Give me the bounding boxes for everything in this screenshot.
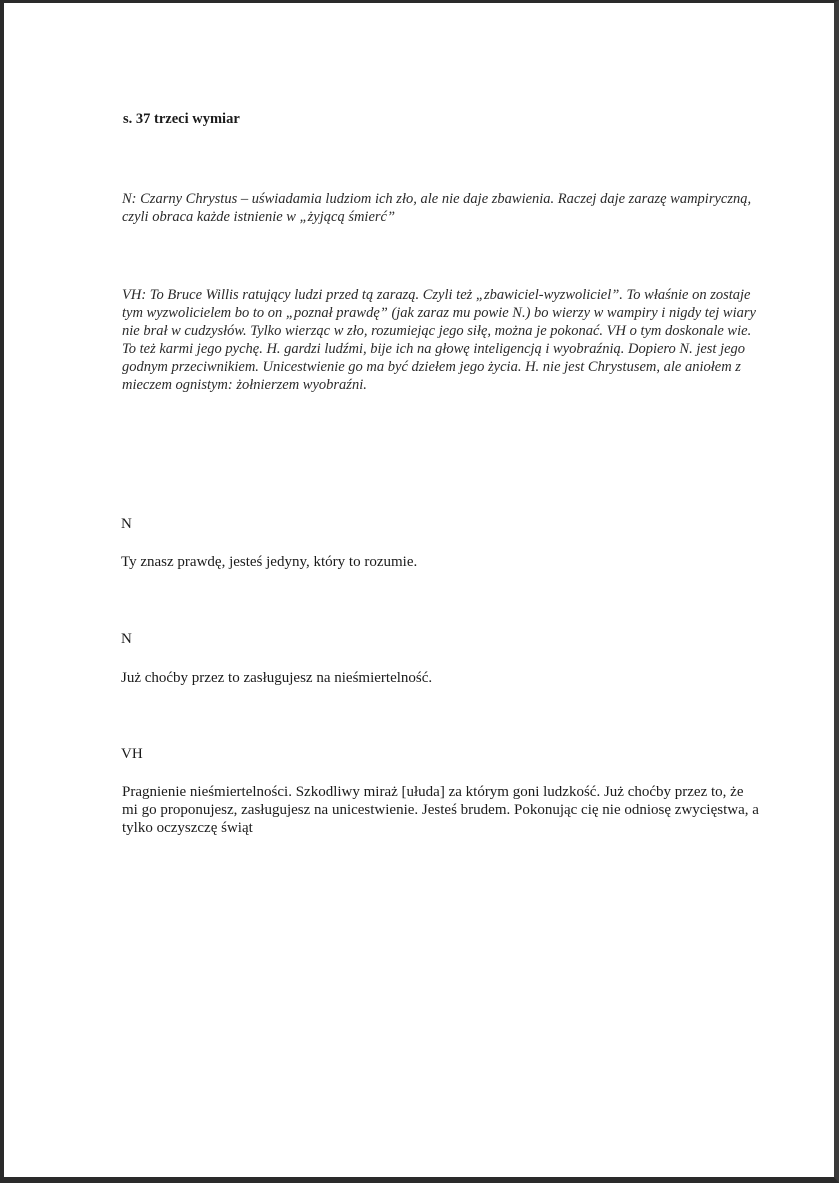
speaker-label-n-1: N	[121, 516, 132, 532]
note-paragraph-vh: VH: To Bruce Willis ratujący ludzi przed tą zarazą. Czyli też „zbawiciel-wyzwoliciel”. To właśnie on zostaje tym wyzwolicielem bo to on „poznał prawdę” (jak zaraz mu powie N.) bo wierzy w wampiry i nigdy tej wiary nie brał w cudzysłów. Tylko wierząc w zło, rozumiejąc jego siłę, można je pokonać. VH o tym doskonale wie. To też karmi jego pychę. H. gardzi ludźmi, bije ich na głowę inteligencją i wyobraźnią. Dopiero N. jest jego godnym przeciwnikiem. Unicestwienie go ma być dziełem jego życia. H. nie jest Chrystusem, ale aniołem z mieczem ognistym: żołnierzem wyobraźni.	[122, 287, 756, 393]
dialogue-line-vh: Pragnienie nieśmiertelności. Szkodliwy miraż [ułuda] za którym goni ludzkość. Już choćby przez to, że mi go proponujesz, zasługujesz na unicestwienie. Jesteś brudem. Pokonując cię nie odniosę zwycięstwa, a tylko oczyszczę świąt	[122, 784, 759, 836]
speaker-label-vh: VH	[121, 746, 143, 762]
dialogue-line-n-2: Już choćby przez to zasługujesz na nieśmiertelność.	[121, 670, 433, 686]
dialogue-line-n-1: Ty znasz prawdę, jesteś jedyny, który to rozumie.	[121, 554, 418, 570]
note-paragraph-n: N: Czarny Chrystus – uświadamia ludziom ich zło, ale nie daje zbawienia. Raczej daje zarazę wampiryczną, czyli obraca każde istnienie w „żyjącą śmierć”	[122, 191, 752, 225]
page-heading: s. 37 trzeci wymiar	[123, 111, 240, 127]
speaker-label-n-2: N	[121, 631, 132, 647]
